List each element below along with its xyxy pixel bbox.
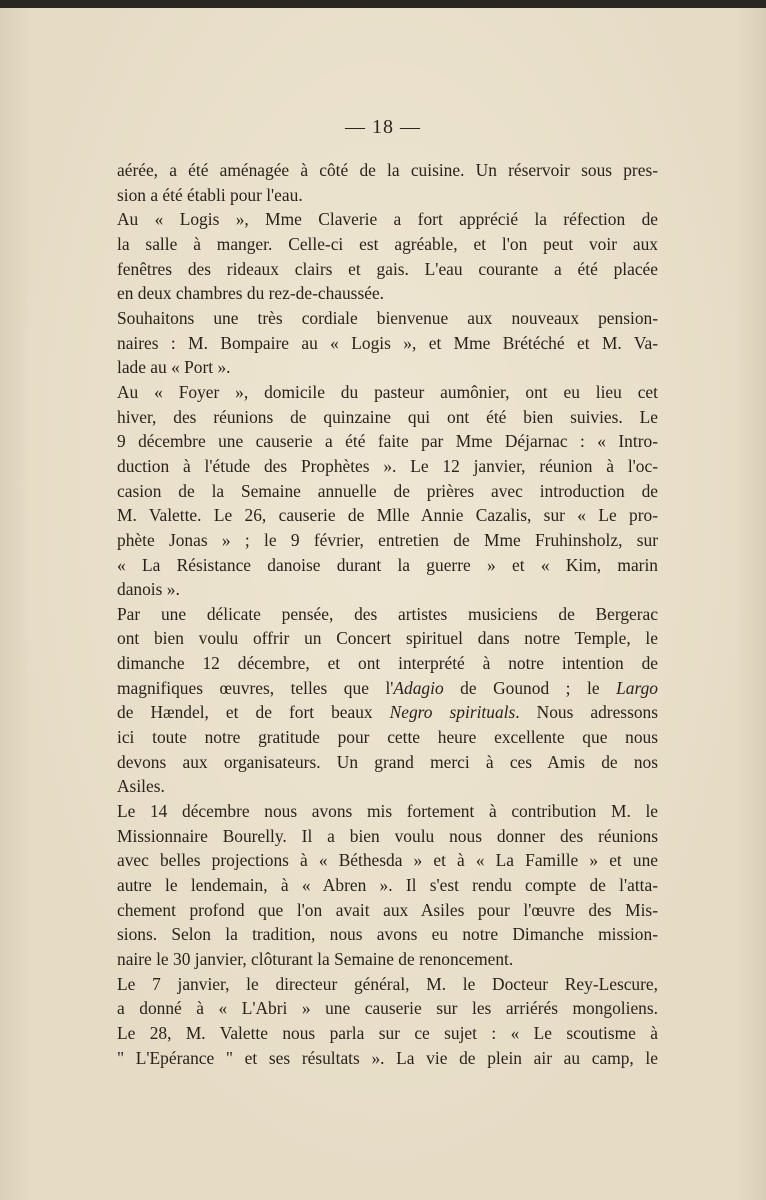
text-line: duction à l'étude des Prophètes ». Le 12 janvier, réunion à l'oc- bbox=[117, 455, 658, 476]
text-line: " L'Epérance " et ses résultats ». La vie de plein air au camp, le bbox=[117, 1047, 658, 1068]
text-line: Le 7 janvier, le directeur général, M. le Docteur Rey-Lescure, bbox=[117, 973, 658, 994]
italic-title: Negro spirituals bbox=[389, 702, 516, 723]
text-line: Au « Foyer », domicile du pasteur aumônier, ont eu lieu cet bbox=[117, 381, 658, 402]
page-number: — 18 — bbox=[345, 116, 421, 138]
text-line: sion a été établi pour l'eau. bbox=[117, 184, 303, 205]
text-line: phète Jonas » ; le 9 février, entretien de Mme Fruhinsholz, sur bbox=[117, 529, 658, 550]
text-line: chement profond que l'on avait aux Asiles pour l'œuvre des Mis- bbox=[117, 899, 658, 920]
text-line: Missionnaire Bourelly. Il a bien voulu nous donner des réunions bbox=[117, 825, 658, 846]
text-line: devons aux organisateurs. Un grand merci à ces Amis de nos bbox=[117, 751, 658, 772]
text-line: ont bien voulu offrir un Concert spirituel dans notre Temple, le bbox=[117, 628, 658, 649]
text-line: aérée, a été aménagée à côté de la cuisine. Un réservoir sous pres- bbox=[117, 160, 658, 180]
text-line: Le 14 décembre nous avons mis fortement à contribution M. le bbox=[117, 801, 658, 822]
text-line: avec belles projections à « Béthesda » et à « La Famille » et une bbox=[117, 850, 658, 871]
italic-title: Largo bbox=[616, 677, 658, 698]
text-line: hiver, des réunions de quinzaine qui ont été bien suivies. Le bbox=[117, 406, 658, 427]
text-line: fenêtres des rideaux clairs et gais. L'eau courante a été placée bbox=[117, 258, 658, 279]
text-line: lade au « Port ». bbox=[117, 357, 231, 378]
text-line: Par une délicate pensée, des artistes musiciens de Bergerac bbox=[117, 603, 658, 624]
body-text bbox=[117, 158, 658, 1070]
italic-title: Adagio bbox=[393, 677, 444, 698]
text-line: la salle à manger. Celle-ci est agréable, et l'on peut voir aux bbox=[117, 233, 658, 254]
text-line: dimanche 12 décembre, et ont interprété à notre intention de bbox=[117, 653, 658, 674]
text-line: « La Résistance danoise durant la guerre » et « Kim, marin bbox=[117, 554, 658, 575]
text-line: danois ». bbox=[117, 579, 180, 600]
text-run: . Nous adressons bbox=[515, 702, 658, 723]
text-run: de Hændel, et de fort beaux bbox=[117, 702, 390, 723]
text-line: a donné à « L'Abri » une causerie sur les arriérés mongoliens. bbox=[117, 998, 658, 1019]
text-run: de Gounod ; le bbox=[443, 677, 617, 698]
document-page bbox=[0, 8, 766, 1200]
text-line: M. Valette. Le 26, causerie de Mlle Annie Cazalis, sur « Le pro- bbox=[117, 505, 658, 526]
text-line bbox=[117, 700, 658, 725]
text-line: Au « Logis », Mme Claverie a fort apprécié la réfection de bbox=[117, 209, 658, 230]
text-line: casion de la Semaine annuelle de prières avec introduction de bbox=[117, 480, 658, 501]
text-line: Souhaitons une très cordiale bienvenue aux nouveaux pension- bbox=[117, 307, 658, 328]
text-run: magnifiques œuvres, telles que l' bbox=[117, 677, 394, 698]
text-line: autre le lendemain, à « Abren ». Il s'est rendu compte de l'atta- bbox=[117, 875, 658, 896]
text-line: Le 28, M. Valette nous parla sur ce sujet : « Le scoutisme à bbox=[117, 1022, 658, 1043]
text-line: sions. Selon la tradition, nous avons eu notre Dimanche mission- bbox=[117, 924, 658, 945]
text-line: naires : M. Bompaire au « Logis », et Mme Brétéché et M. Va- bbox=[117, 332, 658, 353]
text-line: Asiles. bbox=[117, 776, 165, 797]
text-line: naire le 30 janvier, clôturant la Semaine de renoncement. bbox=[117, 949, 514, 969]
text-line: 9 décembre une causerie a été faite par Mme Déjarnac : « Intro- bbox=[117, 431, 658, 452]
text-line bbox=[117, 676, 658, 701]
text-line: ici toute notre gratitude pour cette heure excellente que nous bbox=[117, 727, 658, 748]
text-line: en deux chambres du rez-de-chaussée. bbox=[117, 283, 385, 304]
